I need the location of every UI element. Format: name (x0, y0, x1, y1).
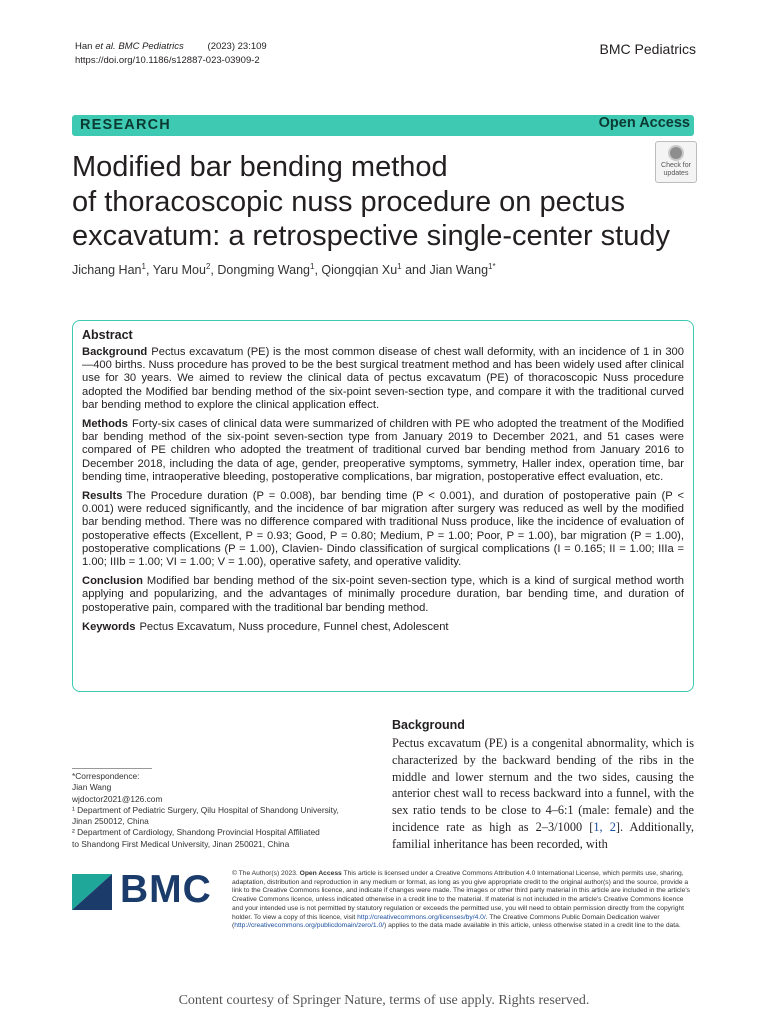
title-line: excavatum: a retrospective single-center study (72, 220, 670, 252)
bmc-logo (70, 868, 220, 912)
abstract-box (72, 320, 694, 692)
license-link[interactable]: http://creativecommons.org/licenses/by/4.0/ (357, 913, 486, 921)
citation-line (75, 40, 267, 54)
body-paragraph (392, 735, 694, 853)
title-line: Modified bar bending method (72, 151, 448, 183)
author-separator: , (314, 263, 322, 278)
license-body: . The Creative Commons Public Domain Dedication waiver ( (232, 913, 660, 930)
license-prefix: © The Author(s) 2023. (232, 870, 300, 877)
license-open-access: Open Access (299, 870, 342, 877)
license-body: This article is licensed under a Creative Commons Attribution 4.0 International License, which permits use, sharing, adaptation, distribution and reproduction in any medium or format, as long as you give appropriate credit to the original author(s) and the source, provide a link to the Creative Commons licence, and indicate if changes were made. The images or other third party material in this article are included in the article's Creative Commons licence, unless indicated otherwise in a credit line to the material. If material is not included in the article's Creative Commons licence and your intended use is not permitted by statutory regulation or exceeds the permitted use, you will need to obtain permission directly from the copyright holder. To view a copy of this licence, visit (232, 870, 690, 921)
section-text: The Procedure duration (P = 0.008), bar bending time (P < 0.001), and duration of postoperative pain (P < 0.001) were reduced significantly, and the incidence of bar migration after surgery was reduced as well by the modified bar bending method. There was no difference compared with traditional Nuss produce, like the incidence of evaluation of postoperative effects (Excellent, P = 0.93; Good, P = 0.80; Medium, P = 1.00; Poor, P = 1.00), bar migration (P = 1.00), postoperative complications (P = 1.00), Clavien- Dindo classification of surgical complications (I = 0.165; II = 1.00; IIIa = 1.00; IIIb = 1.00; VI = 1.00; V = 1.00), operative safety, and operative validity. (82, 490, 684, 569)
author-list (72, 262, 496, 277)
section-label: Results (82, 490, 123, 503)
footnote-line: *Correspondence: (72, 771, 140, 781)
author-separator: , (210, 263, 218, 278)
author-affiliation: 2 (205, 262, 211, 271)
author-affiliation: 1 (397, 262, 402, 271)
journal-name: BMC Pediatrics (599, 41, 696, 57)
body-text-column (392, 718, 694, 853)
author-affiliation: 1 (310, 262, 315, 271)
footnote-line: to Shandong First Medical University, Jinan 250021, China (72, 838, 290, 849)
doi-link[interactable]: https://doi.org/10.1186/s12887-023-03909-2 (75, 54, 260, 66)
license-body: ) applies to the data made available in this article, unless otherwise stated in a credit line to the data. (384, 922, 681, 930)
citation-authors: Han (75, 41, 96, 52)
footnote-rule (72, 768, 152, 769)
check-updates-line1: Check for (661, 162, 691, 169)
author-name: Yaru Mou (152, 263, 206, 278)
abstract-results (82, 490, 684, 569)
footnote-line: ¹ Department of Pediatric Surgery, Qilu Hospital of Shandong University, (72, 804, 339, 815)
author-name: Jian Wang (429, 263, 489, 278)
check-updates-line2: updates (663, 170, 689, 177)
citation-journal: et al. BMC Pediatrics (95, 41, 184, 52)
bmc-logo-text: BMC (120, 868, 212, 911)
bmc-logo-mark-icon (70, 872, 114, 912)
citation-year: (2023) 23:109 (207, 41, 267, 52)
section-label: Background (82, 346, 148, 358)
section-label: Keywords (82, 620, 136, 633)
author-name: Jichang Han (72, 263, 142, 278)
author-name: Qiongqian Xu (321, 263, 398, 278)
title-line: of thoracoscopic nuss procedure on pectus (72, 185, 625, 218)
body-text: Pectus excavatum (PE) is a congenital abnormality, which is characterized by the backward bending of the ribs in the middle and lower sternum and the two sides, causing the anterior chest wall to recess backward into a funnel, with the sex ratio tends to be close to 4–6:1 (male: female) and the incidence rate as high as 2–3/1000 [ (392, 736, 694, 834)
citation-link[interactable]: 1, 2 (593, 819, 616, 834)
author-affiliation: 1 (141, 262, 146, 271)
section-text: Pectus excavatum (PE) is the most common disease of chest wall deformity, with an incidence of 1 in 300—400 births. Nuss procedure has proved to be the best surgical treatment method and has been widely used after clinical use for 30 years. We aimed to review the clinical data of pectus excavatum (PE) of thoracoscopic Nuss procedure adopted the Modified bar bending method of the six-point seven-section type, and compare it with the traditional curved bar bending method to explore the clinical application effect. (82, 346, 684, 411)
abstract-background (82, 346, 684, 412)
section-label: Methods (82, 418, 128, 431)
author-affiliation: 1* (488, 262, 496, 271)
research-banner (72, 115, 694, 136)
footnote-line: ² Department of Cardiology, Shandong Provincial Hospital Affiliated (72, 827, 320, 838)
license-text (232, 870, 694, 931)
section-text: Modified bar bending method of the six-point seven-section type, which is a kind of surgical method worth applying and popularizing, and the advantages of minimally procedure duration, bar bending time, and duration of postoperative pain, compared with the traditional bar bending method. (82, 575, 684, 614)
citation-header (75, 40, 267, 67)
research-label: RESEARCH (80, 117, 171, 133)
open-access-label: Open Access (598, 115, 690, 131)
author-name: Dongming Wang (217, 263, 310, 278)
correspondence-footnotes (72, 768, 362, 850)
author-separator: and (401, 263, 430, 278)
courtesy-notice: Content courtesy of Springer Nature, terms of use apply. Rights reserved. (178, 993, 590, 1008)
section-text: Forty-six cases of clinical data were summarized of children with PE who adopted the treatment of the Modified bar bending method of the six-point seven-section type from January 2019 to December 2021, and 51 cases were compared of PE children who adopted the treatment of traditional curved bar bending method from January 2016 to December 2018, including the data of age, gender, preoperative symptoms, symmetry, Haller index, operation time, bar bending time, intraoperative bleeding, postoperative complications, bar migration, postoperative effect evaluation, etc. (82, 418, 684, 483)
section-text: Pectus Excavatum, Nuss procedure, Funnel chest, Adolescent (139, 620, 449, 633)
section-label: Conclusion (82, 575, 143, 588)
correspondence-email[interactable]: wjdoctor2021@126.com (72, 793, 163, 804)
article-title (72, 150, 672, 254)
section-heading: Background (392, 718, 465, 732)
abstract-heading: Abstract (82, 328, 133, 342)
author-separator: , (145, 263, 153, 278)
abstract-keywords (82, 621, 684, 634)
cc0-link[interactable]: http://creativecommons.org/publicdomain/zero/1.0/ (234, 922, 385, 930)
abstract-methods (82, 418, 684, 484)
abstract-conclusion (82, 575, 684, 615)
footnote-line: Jian Wang (72, 782, 112, 793)
footnote-line: Jinan 250012, China (72, 816, 149, 827)
body-text: ]. Additionally, familial inheritance has been recorded, with (392, 819, 694, 851)
